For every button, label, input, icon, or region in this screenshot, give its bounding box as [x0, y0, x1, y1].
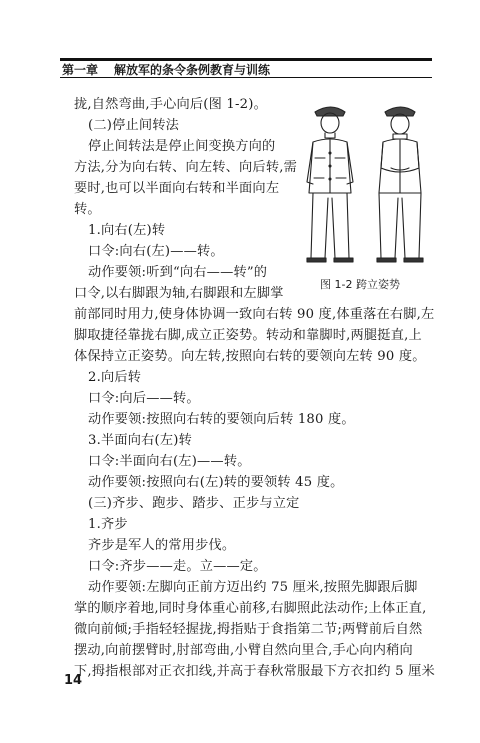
text-line: 口令:向后——转。 [88, 391, 200, 406]
subsection-heading: 3.半面向右(左)转 [88, 433, 192, 448]
text-line: 脚取捷径靠拢右脚,成立正姿势。转动和靠脚时,两腿挺直,上 [74, 328, 422, 343]
subsection-heading: 1.向右(左)转 [88, 223, 166, 238]
text-line: 口令:向右(左)——转。 [88, 244, 224, 259]
back-view-figure [377, 107, 423, 262]
text-line: 拢,自然弯曲,手心向后(图 1-2)。 [74, 97, 267, 112]
page-number: 14 [64, 673, 83, 688]
text-line: 动作要领:按照向右(左)转的要领转 45 度。 [88, 475, 344, 490]
chapter-label: 第一章 [62, 62, 99, 77]
text-line: 动作要领:按照向右转的要领向后转 180 度。 [88, 412, 355, 427]
text-line: 方法,分为向右转、向左转、向后转,需 [74, 160, 297, 175]
text-line: 口令,以右脚跟为轴,右脚跟和左脚掌 [74, 286, 284, 301]
text-line: 掌的顺序着地,同时身体重心前移,右脚照此法动作;上体正直, [74, 601, 427, 616]
section-heading: (三)齐步、跑步、踏步、正步与立定 [88, 496, 300, 511]
text-line: 要时,也可以半面向右转和半面向左 [74, 181, 280, 196]
text-line: 口令:半面向右(左)——转。 [88, 454, 251, 469]
text-line: 前部同时用力,使身体协调一致向右转 90 度,体重落在右脚,左 [74, 307, 435, 322]
text-line: 体保持立正姿势。向左转,按照向右转的要领向左转 90 度。 [74, 349, 426, 364]
subsection-heading: 2.向后转 [88, 370, 142, 385]
running-header [60, 58, 432, 78]
text-line: 齐步是军人的常用步伐。 [88, 538, 236, 553]
text-line: 停止间转法是停止间变换方向的 [88, 139, 276, 154]
text-line: 口令:齐步——走。立——定。 [88, 559, 267, 574]
text-line: 动作要领:听到“向右——转”的 [88, 265, 268, 280]
text-line: 微向前倾;手指轻轻握拢,拇指贴于食指第二节;两臂前后自然 [74, 622, 423, 637]
text-line: 转。 [74, 202, 101, 217]
text-line: 下,拇指根部对正衣扣线,并高于春秋常服最下方衣扣约 5 厘米 [74, 664, 435, 679]
section-heading: (二)停止间转法 [88, 118, 180, 133]
front-view-figure [307, 107, 353, 262]
figure-caption: 图 1-2 跨立姿势 [320, 278, 400, 291]
soldier-at-ease-illustration [295, 98, 435, 270]
subsection-heading: 1.齐步 [88, 517, 128, 532]
text-line: 动作要领:左脚向正前方迈出约 75 厘米,按照先脚跟后脚 [88, 580, 418, 595]
text-line: 摆动,向前摆臂时,肘部弯曲,小臂自然向里合,手心向内稍向 [74, 643, 413, 658]
chapter-title: 解放军的条令条例教育与训练 [114, 62, 271, 77]
